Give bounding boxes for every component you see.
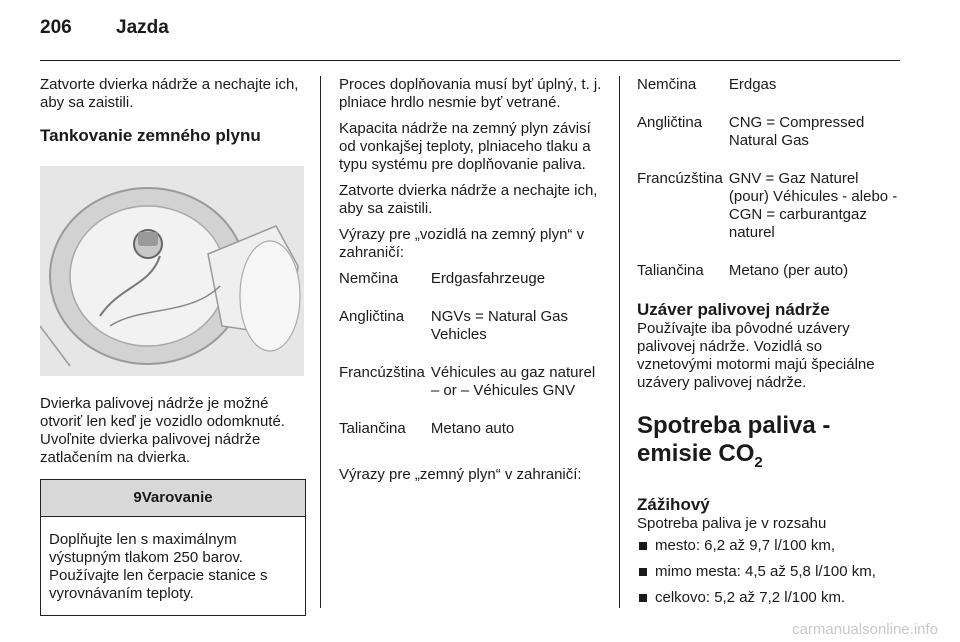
term-cell: CNG = Compressed Natural Gas: [728, 114, 865, 149]
body-text: Dvierka palivovej nádrže je možné otvoriť len keď je vozidlo odomknuté. Uvoľnite dvierka palivovej nádrže zatlačením na dvierka.: [40, 395, 285, 466]
language-cell: Francúzština: [339, 364, 425, 381]
term-cell: GNV = Gaz Naturel (pour) Véhicules - alebo - CGN = carburantgaz naturel: [728, 170, 898, 241]
term-cell: NGVs = Natural Gas Vehicles: [430, 308, 569, 343]
heading-subscript: 2: [754, 453, 763, 471]
section-heading: Uzáver palivovej nádrže: [637, 300, 830, 319]
warning-title: Varovanie: [141, 489, 213, 506]
list-item-text: mesto: 6,2 až 9,7 l/100 km,: [655, 536, 836, 554]
language-cell: Nemčina: [339, 270, 399, 287]
sub-heading: Zážihový: [637, 494, 710, 514]
header-rule: [40, 60, 900, 61]
language-cell: Taliančina: [339, 420, 406, 437]
table-row: [637, 170, 899, 262]
body-text: Spotreba paliva je v rozsahu: [637, 514, 827, 532]
language-cell: Angličtina: [637, 114, 703, 131]
consumption-list: [637, 537, 899, 607]
warning-body: Doplňujte len s maximálnym výstupným tlakom 250 barov. Používajte len čerpacie stanice s vyrovnávaním teploty.: [49, 531, 268, 602]
term-cell: Metano auto: [430, 420, 515, 437]
table-row: [339, 270, 605, 308]
chapter-title: Jazda: [116, 17, 169, 38]
body-text: Proces doplňovania musí byť úplný, t. j. plniace hrdlo nesmie byť vetrané.: [339, 76, 602, 111]
heading-text: Spotreba paliva - emisie CO: [637, 412, 831, 467]
language-cell: Francúzština: [637, 170, 723, 187]
term-cell: Erdgas: [728, 76, 777, 93]
list-item-text: mimo mesta: 4,5 až 5,8 l/100 km,: [655, 562, 876, 580]
body-text: Výrazy pre „zemný plyn“ v zahraničí:: [339, 466, 582, 483]
gas-terms-table: [637, 76, 899, 286]
list-item: [637, 563, 899, 581]
column-divider: [320, 76, 321, 608]
column-3: [637, 76, 899, 615]
table-row: [339, 364, 605, 420]
body-text: Kapacita nádrže na zemný plyn závisí od vonkajšej teploty, plniaceho tlaku a typu systému pre doplňovanie paliva.: [339, 120, 591, 173]
list-item: [637, 589, 899, 607]
warning-icon: 9: [133, 489, 142, 506]
chapter-section-heading: [637, 412, 899, 477]
body-text: Zatvorte dvierka nádrže a nechajte ich, aby sa zaistili.: [339, 182, 598, 217]
table-row: [637, 114, 899, 170]
warning-header: [41, 480, 305, 517]
column-divider: [619, 76, 620, 608]
table-row: [339, 308, 605, 364]
bullet-icon: [639, 568, 647, 576]
language-cell: Nemčina: [637, 76, 697, 93]
list-item-text: celkovo: 5,2 až 7,2 l/100 km.: [655, 588, 846, 606]
term-cell: Véhicules au gaz naturel – or – Véhicules GNV: [430, 364, 596, 399]
term-cell: Metano (per auto): [728, 262, 849, 279]
column-1: [40, 76, 306, 616]
language-cell: Taliančina: [637, 262, 704, 279]
watermark: carmanualsonline.info: [792, 621, 938, 638]
page-number: 206: [40, 17, 72, 38]
term-cell: Erdgasfahrzeuge: [430, 270, 546, 287]
column-2: [339, 76, 605, 492]
bullet-icon: [639, 594, 647, 602]
section-heading: Tankovanie zemného plynu: [40, 126, 261, 145]
language-cell: Angličtina: [339, 308, 405, 325]
table-row: [339, 420, 605, 458]
body-text: Používajte iba pôvodné uzávery palivovej nádrže. Vozidlá so vznetovými motormi majú špeciálne uzávery palivovej nádrže.: [637, 320, 875, 391]
warning-box: [40, 479, 306, 616]
intro-text: Zatvorte dvierka nádrže a nechajte ich, aby sa zaistili.: [40, 76, 299, 111]
vehicle-terms-table: [339, 270, 605, 458]
bullet-icon: [639, 542, 647, 550]
table-row: [637, 262, 899, 286]
table-row: [637, 76, 899, 114]
list-item: [637, 537, 899, 555]
fuel-filler-photo: [40, 166, 304, 376]
body-text: Výrazy pre „vozidlá na zemný plyn“ v zahraničí:: [339, 226, 585, 261]
